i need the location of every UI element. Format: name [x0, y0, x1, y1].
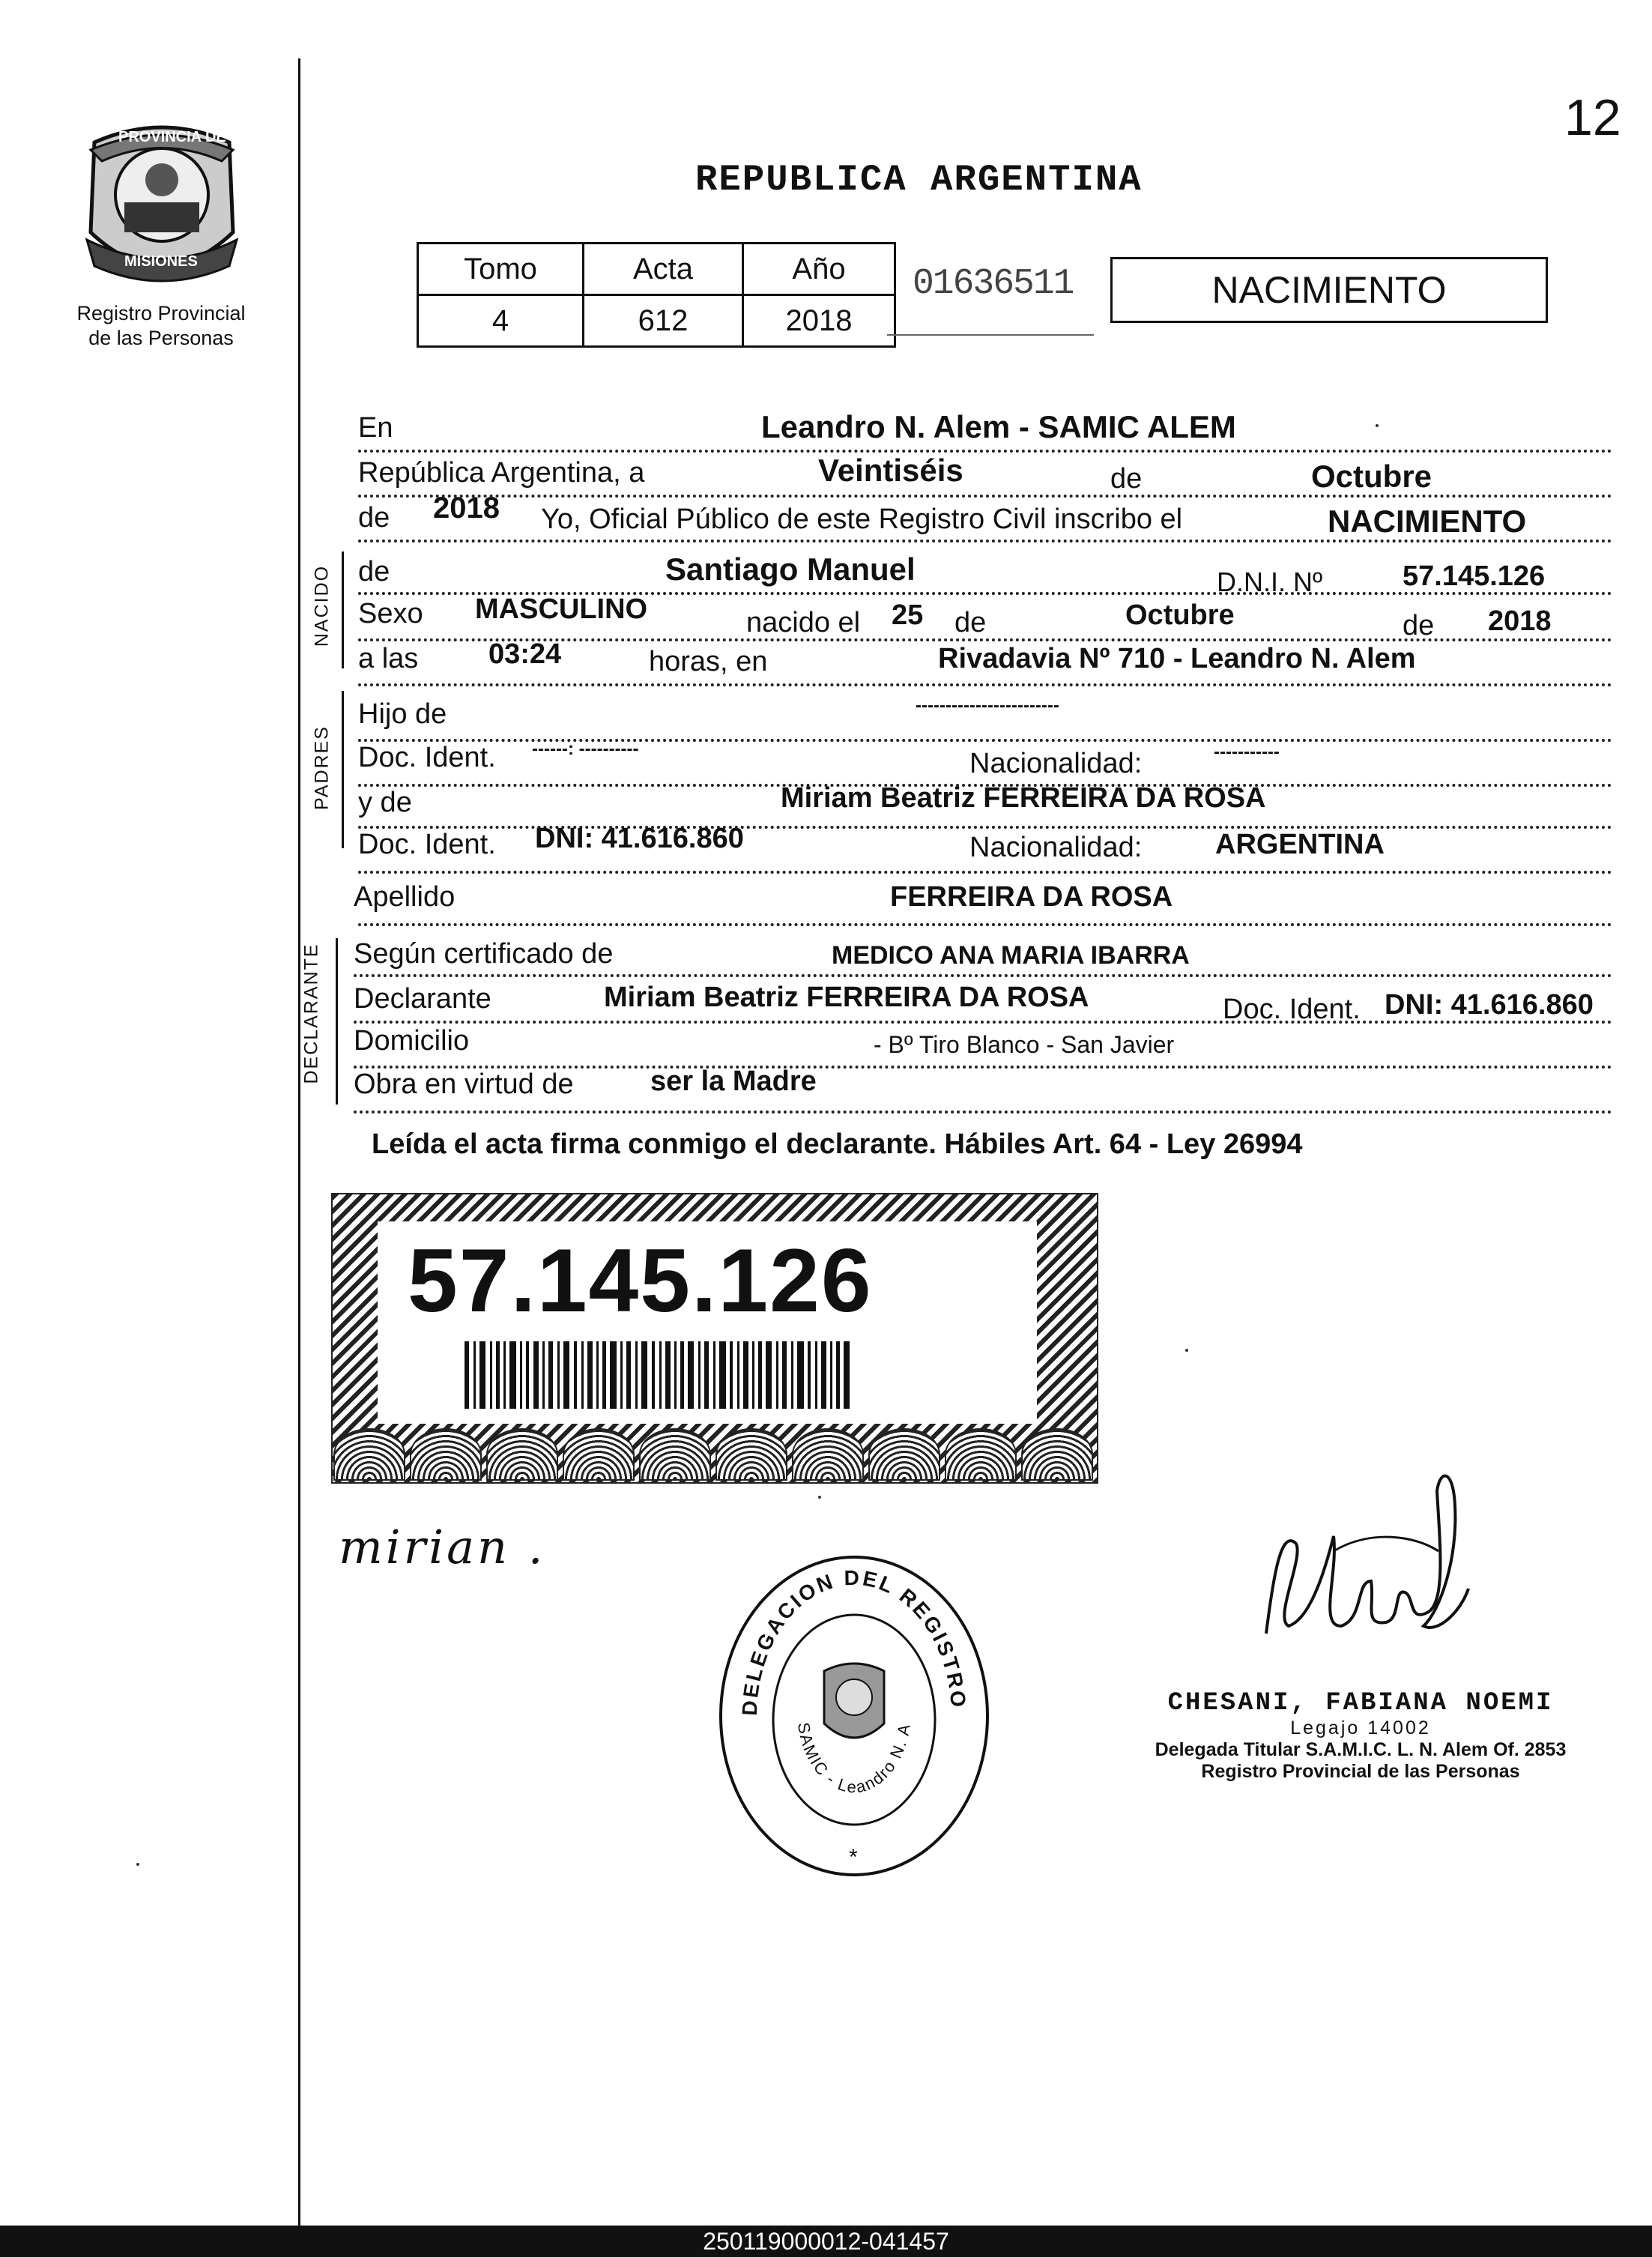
label-y-de: y de	[358, 787, 412, 818]
value-padre: ------------------------	[916, 695, 1059, 716]
registry-table-header	[418, 244, 895, 295]
label-doc-ident-padre: Doc. Ident.	[358, 742, 496, 773]
label-nacionalidad-madre: Nacionalidad:	[969, 832, 1143, 863]
seal-coat-of-arms-icon	[824, 1664, 884, 1738]
dni-sticker-border-pattern	[331, 1428, 1095, 1481]
officer-name: CHESANI, FABIANA NOEMI	[1167, 1689, 1554, 1717]
label-declarante: Declarante	[354, 983, 491, 1015]
value-hora: 03:24	[488, 638, 562, 670]
pattern-tile	[1021, 1428, 1093, 1481]
value-madre: Miriam Beatriz FERREIRA DA ROSA	[781, 782, 1266, 814]
seal-outer-text: DELEGACION DEL REGISTRO	[737, 1565, 971, 1717]
pattern-tile	[486, 1428, 558, 1481]
page-number: 12	[1564, 89, 1621, 146]
handwritten-note: mirian .	[339, 1520, 546, 1574]
barcode-icon	[465, 1341, 951, 1409]
label-de: de	[1110, 463, 1143, 495]
nacido-bracket	[342, 552, 344, 668]
section-nacido-label: NACIDO	[311, 564, 333, 647]
value-obra-en-virtud: ser la Madre	[650, 1066, 817, 1097]
officer-title: Delegada Titular S.A.M.I.C. L. N. Alem Of. 2853	[1155, 1739, 1567, 1760]
header-acta: Acta	[584, 244, 743, 295]
label-apellido: Apellido	[354, 881, 456, 913]
registry-label-line1: Registro Provincial	[76, 302, 246, 324]
label-oficial-publico: Yo, Oficial Público de este Registro Civil inscribo el	[541, 504, 1183, 535]
footer-document-code: 250119000012-041457	[0, 2226, 1652, 2257]
value-domicilio: - Bº Tiro Blanco - San Javier	[874, 1031, 1175, 1058]
label-doc-ident-madre: Doc. Ident.	[358, 829, 496, 860]
pattern-tile	[715, 1428, 787, 1481]
padres-bracket	[342, 691, 344, 848]
section-declarante-label: DECLARANTE	[300, 943, 322, 1084]
act-type-box: NACIMIENTO	[1110, 257, 1548, 323]
section-padres-label: PADRES	[311, 725, 333, 810]
header-tomo: Tomo	[418, 244, 584, 295]
value-tomo: 4	[418, 295, 584, 347]
value-mes: Octubre	[1311, 459, 1432, 494]
value-dia-nacimiento: 25	[892, 599, 924, 631]
label-segun-certificado: Según certificado de	[354, 938, 614, 970]
official-seal-stamp	[715, 1551, 993, 1881]
pattern-tile	[945, 1428, 1017, 1481]
officer-signature-block	[1128, 1689, 1593, 1783]
scan-speck	[818, 1496, 821, 1499]
label-sexo: Sexo	[358, 598, 423, 629]
value-doc-declarante: DNI: 41.616.860	[1385, 989, 1594, 1021]
value-doc-madre: DNI: 41.616.860	[535, 823, 744, 854]
value-certificado-medico: MEDICO ANA MARIA IBARRA	[832, 941, 1190, 970]
value-anio: 2018	[743, 295, 895, 347]
pattern-tile	[333, 1428, 405, 1481]
value-inscribo: NACIMIENTO	[1328, 504, 1527, 539]
label-dni: D.N.I. Nº	[1217, 566, 1323, 597]
label-nacido-de: de	[358, 556, 390, 587]
value-anio-inscripcion: 2018	[433, 492, 500, 525]
label-horas-en: horas, en	[649, 646, 768, 677]
value-anio-nacimiento: 2018	[1488, 605, 1552, 637]
scan-speck	[136, 1863, 139, 1866]
registry-label-line2: de las Personas	[88, 327, 234, 349]
scan-speck	[1185, 1349, 1188, 1352]
logo-text-bottom: MISIONES	[124, 253, 198, 270]
officer-legajo: Legajo 14002	[1290, 1717, 1431, 1738]
document-title: REPUBLICA ARGENTINA	[695, 159, 1143, 201]
declarante-bracket	[336, 938, 338, 1105]
value-nombre-nacido: Santiago Manuel	[665, 552, 916, 587]
value-sexo: MASCULINO	[475, 593, 648, 625]
label-hijo-de: Hijo de	[358, 698, 447, 730]
value-lugar-inscripcion: Leandro N. Alem - SAMIC ALEM	[761, 409, 1236, 444]
pattern-tile	[792, 1428, 864, 1481]
registry-table-values	[418, 295, 895, 347]
value-declarante: Miriam Beatriz FERREIRA DA ROSA	[604, 982, 1089, 1013]
header-anio: Año	[743, 244, 895, 295]
label-obra-en-virtud: Obra en virtud de	[354, 1069, 574, 1100]
value-nacionalidad-padre: -----------	[1214, 742, 1280, 762]
label-nacido-el: nacido el	[746, 607, 861, 638]
pattern-tile	[639, 1428, 711, 1481]
label-nacionalidad-padre: Nacionalidad:	[969, 748, 1143, 779]
label-nacido-de2: de	[954, 607, 987, 638]
label-domicilio: Domicilio	[354, 1025, 470, 1057]
left-margin-line	[298, 58, 300, 2226]
registry-label	[52, 301, 270, 351]
pattern-tile	[410, 1428, 482, 1481]
label-doc-ident-declarante: Doc. Ident.	[1223, 994, 1361, 1025]
value-dni-nacido: 57.145.126	[1403, 561, 1546, 592]
label-a-las: a las	[358, 643, 419, 674]
value-acta: 612	[584, 295, 743, 347]
official-signature-icon	[1244, 1439, 1491, 1686]
closing-statement: Leída el acta firma conmigo el declarante. Hábiles Art. 64 - Ley 26994	[372, 1128, 1303, 1160]
value-nacionalidad-madre: ARGENTINA	[1215, 829, 1385, 860]
label-nacido-de3: de	[1403, 610, 1435, 641]
svg-text:*: *	[849, 1845, 858, 1870]
misiones-coat-of-arms-logo	[72, 120, 252, 292]
scan-speck	[1376, 424, 1379, 427]
seal-inner-text: SAMIC - Leandro N. A	[793, 1720, 915, 1797]
serial-number: 01636511	[913, 264, 1074, 304]
dni-sticker-number: 57.145.126	[408, 1230, 873, 1331]
value-doc-padre: ------: ----------	[532, 739, 639, 759]
label-en: En	[358, 412, 393, 444]
pattern-tile	[868, 1428, 940, 1481]
value-mes-nacimiento: Octubre	[1125, 599, 1235, 631]
label-year-de: de	[358, 502, 390, 534]
registry-table	[417, 242, 896, 348]
value-lugar-nacimiento: Rivadavia Nº 710 - Leandro N. Alem	[938, 643, 1416, 674]
label-republica: República Argentina, a	[358, 457, 645, 489]
pattern-tile	[563, 1428, 635, 1481]
value-dia: Veintiséis	[818, 453, 963, 488]
logo-text-top: PROVINCIA DE	[118, 129, 226, 145]
value-apellido: FERREIRA DA ROSA	[890, 881, 1173, 913]
officer-registry: Registro Provincial de las Personas	[1201, 1761, 1520, 1782]
